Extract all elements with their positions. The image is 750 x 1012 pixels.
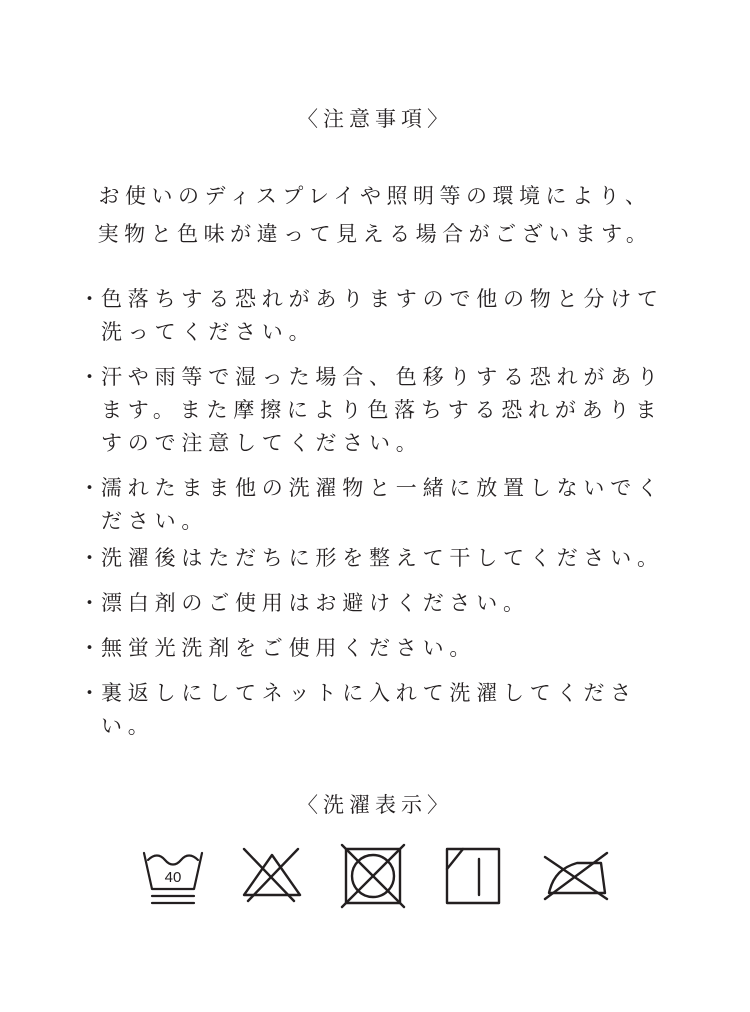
note-text: 裏返しにしてネットに入れて洗濯してください。 — [101, 681, 637, 738]
note-text: 汗や雨等で湿った場合、色移りする恐れがあります。また摩擦により色落ちする恐れがありますので注意してください。 — [101, 365, 664, 455]
note-item — [79, 632, 679, 665]
note-text: 色落ちする恐れがありますので他の物と分けて洗ってください。 — [101, 287, 664, 344]
no-bleach-icon — [239, 843, 305, 909]
care-label-heading: 〈洗濯表示〉 — [297, 793, 453, 817]
intro-line: お使いのディスプレイや照明等の環境により、 — [98, 184, 652, 208]
no-iron-icon — [541, 843, 611, 909]
bullet-marker: ・ — [79, 365, 100, 389]
note-text: 無蛍光洗剤をご使用ください。 — [101, 636, 477, 660]
note-item — [79, 677, 679, 743]
note-text: 洗濯後はただちに形を整えて干してください。 — [101, 546, 664, 570]
bullet-marker: ・ — [79, 546, 100, 570]
notice-heading: 〈注意事項〉 — [297, 107, 453, 131]
note-text: 濡れたまま他の洗濯物と一緒に放置しないでください。 — [101, 476, 664, 533]
note-item — [79, 472, 679, 538]
bullet-marker: ・ — [79, 287, 100, 311]
note-item — [79, 283, 679, 349]
note-item — [79, 361, 679, 460]
care-symbols — [0, 843, 750, 913]
bullet-marker: ・ — [79, 476, 100, 500]
intro-line: 実物と色味が違って見える場合がございます。 — [97, 222, 653, 246]
care-notes-list — [79, 283, 679, 743]
wash-temperature: 40 — [164, 869, 182, 886]
intro-text — [0, 177, 750, 253]
note-text: 漂白剤のご使用はお避けください。 — [101, 591, 530, 615]
note-item — [79, 542, 679, 575]
no-tumble-dry-icon — [340, 843, 406, 909]
bullet-marker: ・ — [79, 636, 100, 660]
bullet-marker: ・ — [79, 681, 100, 705]
bullet-marker: ・ — [79, 591, 100, 615]
line-dry-shade-icon — [441, 843, 507, 909]
note-item — [79, 587, 679, 620]
wash-tub-40-gentle-icon — [140, 843, 206, 909]
